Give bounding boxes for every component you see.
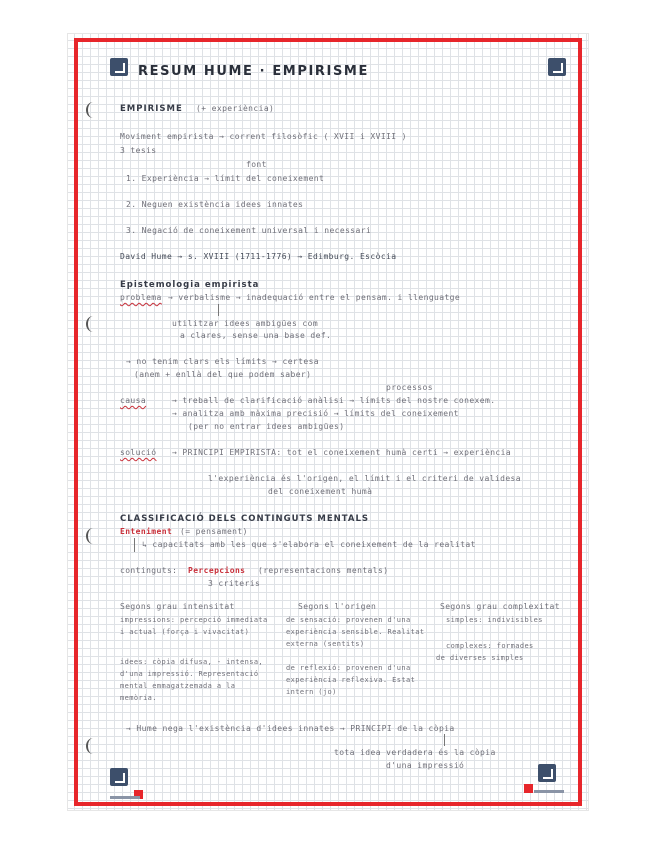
arrow-down: [444, 734, 445, 746]
corner-marker-bottom-left-icon: [110, 768, 128, 786]
heading-classificacio: CLASSIFICACIÓ DELS CONTINGUTS MENTALS: [120, 514, 370, 524]
solucio-line: → PRINCIPI EMPIRISTA: tot el coneixement humà certi → experiència: [172, 448, 512, 457]
intro-line: Moviment empirista → corrent filosòfic ( XVII i XVIII ): [120, 132, 407, 141]
heading-epistemologia: Epistemologia empirista: [120, 280, 260, 290]
binder-ring-icon: [86, 528, 100, 544]
label-solucio: solució: [120, 448, 157, 457]
arrow-down: [218, 304, 219, 316]
col2-text: intern (jo): [286, 688, 337, 696]
enteniment-note: (= pensament): [180, 527, 248, 536]
col3-text: simples: indivisibles: [446, 616, 543, 624]
col1-text: mental emmagatzemada a la: [120, 682, 236, 690]
grey-strip-left: [110, 796, 140, 799]
causa-line: → treball de clarificació anàlisi → límits del nostre conexem.: [172, 396, 496, 405]
final-line: → Hume nega l'existència d'idees innates → PRINCIPI de la còpia: [126, 724, 455, 733]
label-enteniment: Enteniment: [120, 527, 173, 536]
page-title: RESUM HUME · EMPIRISME: [138, 64, 369, 79]
col1-text: i actual (força i vivacitat): [120, 628, 250, 636]
epist-line: (anem + enllà del que podem saber): [134, 370, 312, 379]
col1-text: d'una impressió. Representació: [120, 670, 259, 678]
thesis-item: 1. Experiència → límit del coneixement: [126, 174, 325, 183]
corner-marker-bottom-right-icon: [538, 764, 556, 782]
col2-heading: Segons l'origen: [298, 602, 377, 611]
red-marker-bottom-right: [524, 784, 533, 793]
percepcions-label: Percepcions: [188, 566, 246, 575]
epist-line: → no tenim clars els límits → certesa: [126, 357, 320, 366]
col3-text: complexes: formades: [446, 642, 534, 650]
col3-heading: Segons grau complexitat: [440, 602, 560, 611]
hume-line: David Hume → s. XVIII (1711-1776) → Edimburg. Escòcia: [120, 252, 397, 261]
binder-ring-icon: [86, 316, 100, 332]
criteris-note: 3 criteris: [208, 579, 261, 588]
problema-text: → verbalisme → inadequació entre el pensam. i llenguatge: [168, 293, 461, 302]
col2-text: externa (sentits): [286, 640, 365, 648]
grey-strip-right: [534, 790, 564, 793]
label-problema: problema: [120, 293, 162, 302]
processos-note: processos: [386, 383, 433, 392]
col2-text: de sensació: provenen d'una: [286, 616, 411, 624]
col3-text: de diverses simples: [436, 654, 524, 662]
col2-text: de reflexió: provenen d'una: [286, 664, 411, 672]
problema-sub: utilitzar idees ambigües com: [172, 319, 319, 328]
heading-note: (+ experiència): [196, 104, 275, 113]
heading-empirisme: EMPIRISME: [120, 104, 183, 114]
corner-marker-top-left-icon: [110, 58, 128, 76]
arrow-down: [134, 538, 135, 552]
solucio-line: del coneixement humà: [268, 487, 373, 496]
label-causa: causa: [120, 396, 147, 405]
binder-ring-icon: [86, 102, 100, 118]
col1-text: idees: còpia difusa, - intensa,: [120, 658, 264, 666]
col2-text: experiència sensible. Realitat: [286, 628, 425, 636]
col1-text: memòria.: [120, 694, 157, 702]
font-note: font: [246, 160, 267, 169]
capacitats-line: ↳ capacitats amb les que s'elabora el coneixement de la realitat: [142, 540, 476, 549]
causa-line: → analitza amb màxima precisió → límits del coneixement: [172, 409, 459, 418]
continguts-label: continguts:: [120, 566, 178, 575]
binder-ring-icon: [86, 738, 100, 754]
col1-text: impressions: percepció immediata: [120, 616, 268, 624]
thesis-item: 2. Neguen existència idees innates: [126, 200, 304, 209]
notebook-page: [68, 34, 588, 810]
corner-marker-top-right-icon: [548, 58, 566, 76]
col2-text: experiència reflexiva. Estat: [286, 676, 416, 684]
percepcions-note: (representacions mentals): [258, 566, 389, 575]
col1-heading: Segons grau intensitat: [120, 602, 235, 611]
causa-line: (per no entrar idees ambigües): [188, 422, 345, 431]
intro-line: 3 tesis: [120, 146, 157, 155]
solucio-line: l'experiència és l'origen, el límit i el criteri de validesa: [208, 474, 521, 483]
final-line: tota idea verdadera és la còpia: [334, 748, 496, 757]
problema-sub: a clares, sense una base def.: [180, 331, 332, 340]
thesis-item: 3. Negació de coneixement universal i necessari: [126, 226, 372, 235]
final-line: d'una impressió: [386, 761, 465, 770]
